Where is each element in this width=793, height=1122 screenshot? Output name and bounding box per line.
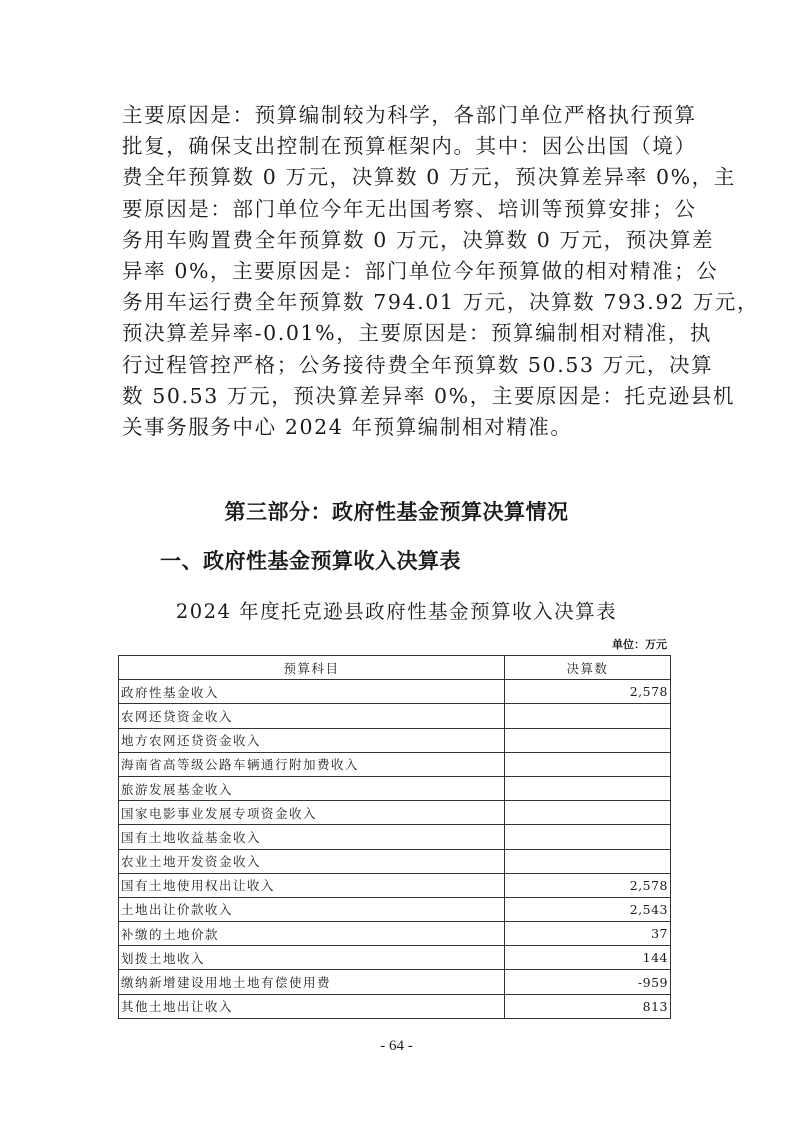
page-number: - 64 - bbox=[380, 1038, 413, 1054]
table-row bbox=[119, 776, 671, 800]
body-line: 主要原因是：预算编制较为科学，各部门单位严格执行预算 bbox=[122, 103, 697, 127]
row-item: 海南省高等级公路车辆通行附加费收入 bbox=[119, 752, 505, 776]
row-item: 土地出让价款收入 bbox=[119, 897, 505, 921]
row-item: 缴纳新增建设用地土地有偿使用费 bbox=[119, 970, 505, 994]
row-item: 其他土地出让收入 bbox=[119, 994, 505, 1018]
row-value: 144 bbox=[505, 946, 671, 970]
row-value: 2,543 bbox=[505, 897, 671, 921]
row-value bbox=[505, 825, 671, 849]
body-line: 务用车购置费全年预算数 0 万元，决算数 0 万元，预决算差 bbox=[122, 227, 715, 252]
row-item: 地方农网还贷资金收入 bbox=[119, 728, 505, 752]
table-row bbox=[119, 680, 671, 704]
row-item: 农网还贷资金收入 bbox=[119, 704, 505, 728]
body-paragraph bbox=[122, 100, 760, 443]
body-line: 数 50.53 万元，预决算差异率 0%，主要原因是：托克逊县机 bbox=[122, 383, 735, 408]
table-row bbox=[119, 704, 671, 728]
row-value bbox=[505, 728, 671, 752]
table-title: 2024 年度托克逊县政府性基金预算收入决算表 bbox=[175, 600, 618, 623]
body-line: 务用车运行费全年预算数 794.01 万元，决算数 793.92 万元， bbox=[122, 290, 760, 315]
row-value bbox=[505, 752, 671, 776]
table-row bbox=[119, 849, 671, 873]
table-row bbox=[119, 994, 671, 1018]
table-row bbox=[119, 752, 671, 776]
row-item: 农业土地开发资金收入 bbox=[119, 849, 505, 873]
table-row bbox=[119, 801, 671, 825]
table-row bbox=[119, 970, 671, 994]
table-row bbox=[119, 897, 671, 921]
table-header-row bbox=[119, 656, 671, 680]
row-item: 国有土地使用权出让收入 bbox=[119, 873, 505, 897]
body-line: 行过程管控严格；公务接待费全年预算数 50.53 万元，决算 bbox=[122, 352, 714, 377]
section-title: 第三部分：政府性基金预算决算情况 bbox=[224, 500, 569, 524]
fund-revenue-table bbox=[118, 655, 671, 1019]
body-line: 要原因是：部门单位今年无出国考察、培训等预算安排；公 bbox=[122, 196, 697, 221]
table-row bbox=[119, 922, 671, 946]
body-line: 关事务服务中心 2024 年预算编制相对精准。 bbox=[122, 415, 573, 440]
table-row bbox=[119, 728, 671, 752]
row-value: -959 bbox=[505, 970, 671, 994]
header-item: 预算科目 bbox=[119, 656, 505, 680]
unit-label: 单位：万元 bbox=[612, 638, 667, 651]
row-item: 划拨土地收入 bbox=[119, 946, 505, 970]
row-value bbox=[505, 801, 671, 825]
body-line: 费全年预算数 0 万元，决算数 0 万元，预决算差异率 0%，主 bbox=[122, 165, 736, 190]
row-value: 813 bbox=[505, 994, 671, 1018]
table-row bbox=[119, 825, 671, 849]
row-item: 补缴的土地价款 bbox=[119, 922, 505, 946]
row-value: 2,578 bbox=[505, 680, 671, 704]
row-value bbox=[505, 849, 671, 873]
body-line: 预决算差异率-0.01%，主要原因是：预算编制相对精准，执 bbox=[122, 321, 712, 346]
row-value: 37 bbox=[505, 922, 671, 946]
table-body bbox=[119, 680, 671, 1019]
row-item: 国有土地收益基金收入 bbox=[119, 825, 505, 849]
table-row bbox=[119, 873, 671, 897]
body-line: 异率 0%，主要原因是：部门单位今年预算做的相对精准；公 bbox=[122, 259, 719, 284]
row-value bbox=[505, 776, 671, 800]
header-value: 决算数 bbox=[505, 656, 671, 680]
body-line: 批复，确保支出控制在预算框架内。其中：因公出国（境） bbox=[122, 134, 697, 159]
table-row bbox=[119, 946, 671, 970]
row-item: 旅游发展基金收入 bbox=[119, 776, 505, 800]
row-value bbox=[505, 704, 671, 728]
sub-title: 一、政府性基金预算收入决算表 bbox=[160, 548, 461, 573]
row-value: 2,578 bbox=[505, 873, 671, 897]
row-item: 国家电影事业发展专项资金收入 bbox=[119, 801, 505, 825]
row-item: 政府性基金收入 bbox=[119, 680, 505, 704]
